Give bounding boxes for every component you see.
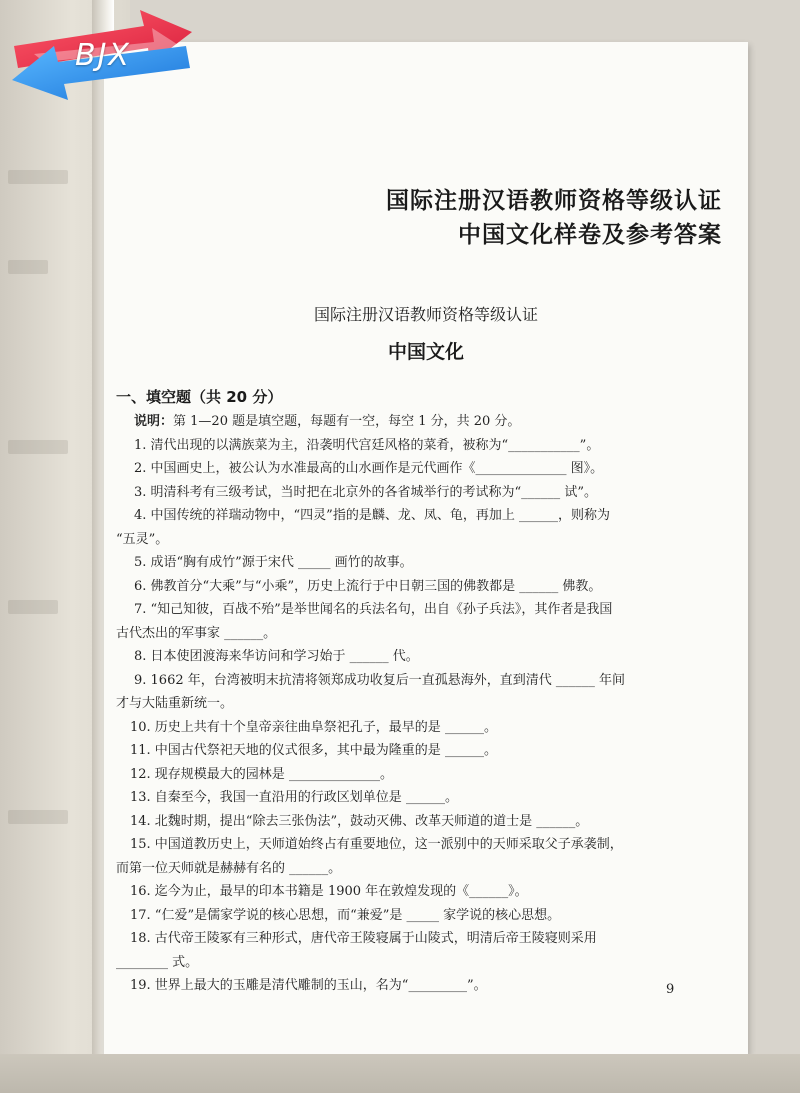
- question-line: 5. 成语“胸有成竹”源于宋代 _____ 画竹的故事。: [134, 555, 413, 570]
- back-page-text: [8, 170, 68, 184]
- exam-subtitle: 国际注册汉语教师资格等级认证: [313, 305, 538, 324]
- question-line: 19. 世界上最大的玉雕是清代雕制的玉山，名为“_________”。: [130, 978, 487, 993]
- question-line: 才与大陆重新统一。: [116, 696, 234, 711]
- question-line: 16. 迄今为止，最早的印本书籍是 1900 年在敦煌发现的《______》。: [130, 884, 528, 899]
- exam-title: 中国文化: [387, 341, 464, 363]
- question-line: 11. 中国古代祭祀天地的仪式很多，其中最为隆重的是 ______。: [130, 743, 497, 758]
- question-line: 18. 古代帝王陵冢有三种形式，唐代帝王陵寝属于山陵式，明清后帝王陵寝则采用: [130, 931, 597, 946]
- bjx-logo: [4, 6, 194, 106]
- question-line: 7. “知己知彼，百战不殆”是举世闻名的兵法名句，出自《孙子兵法》，其作者是我国: [134, 602, 613, 617]
- back-page-text: [8, 600, 58, 614]
- question-line: 13. 自秦至今，我国一直沿用的行政区划单位是 ______。: [130, 790, 458, 805]
- question-line: 4. 中国传统的祥瑞动物中，“四灵”指的是麟、龙、凤、龟，再加上 ______，则称为: [134, 508, 610, 523]
- back-page-text: [8, 810, 68, 824]
- question-line: 而第一位天师就是赫赫有名的 ______。: [116, 860, 342, 876]
- question-list: [116, 410, 674, 998]
- question-line: 10. 历史上共有十个皇帝亲往曲阜祭祀孔子，最早的是 ______。: [130, 719, 497, 735]
- instructions: [134, 410, 674, 434]
- book-heading-line-1: 国际注册汉语教师资格等级认证: [386, 188, 722, 214]
- logo-text: BJX: [75, 38, 131, 73]
- book-heading-line-2: 中国文化样卷及参考答案: [458, 222, 722, 248]
- section-title: 一、填空题（共 20 分）: [116, 388, 283, 406]
- question-line: 17. “仁爱”是儒家学说的核心思想，而“兼爱”是 _____ 家学说的核心思想。: [130, 907, 561, 923]
- page-shadow: [0, 1054, 800, 1093]
- question-line: 古代杰出的军事家 ______。: [116, 625, 277, 641]
- page-number: 9: [666, 982, 675, 997]
- question-line: 2. 中国画史上，被公认为水准最高的山水画作是元代画作《______________ 图》。: [134, 461, 604, 476]
- question-line: “五灵”。: [116, 531, 169, 547]
- question-line: 9. 1662 年，台湾被明末抗清将领郑成功收复后一直孤悬海外，直到清代 ______ 年间: [134, 672, 626, 688]
- question-line: 15. 中国道教历史上，天师道始终占有重要地位，这一派别中的天师采取父子承袭制，: [130, 837, 623, 852]
- question-line: 1. 清代出现的以满族菜为主，沿袭明代宫廷风格的菜肴，被称为“___________”。: [134, 437, 600, 453]
- instructions-text: 第 1—20 题是填空题，每题有一空，每空 1 分，共 20 分。: [173, 414, 521, 429]
- question-line: 14. 北魏时期，提出“除去三张伪法”，鼓动灭佛、改革天师道的道士是 ______。: [130, 813, 589, 829]
- instructions-lead: 说明：: [134, 414, 174, 429]
- back-page-text: [8, 440, 68, 454]
- back-page-text: [8, 260, 48, 274]
- question-line: 12. 现存规模最大的园林是 ______________。: [130, 766, 393, 782]
- question-line: 8. 日本使团渡海来华访问和学习始于 ______ 代。: [134, 649, 419, 664]
- question-line: ________ 式。: [116, 954, 199, 970]
- question-line: 3. 明清科考有三级考试，当时把在北京外的各省城举行的考试称为“______ 试”。: [134, 484, 597, 500]
- question-line: 6. 佛教首分“大乘”与“小乘”，历史上流行于中日朝三国的佛教都是 ______ 佛教。: [134, 578, 602, 594]
